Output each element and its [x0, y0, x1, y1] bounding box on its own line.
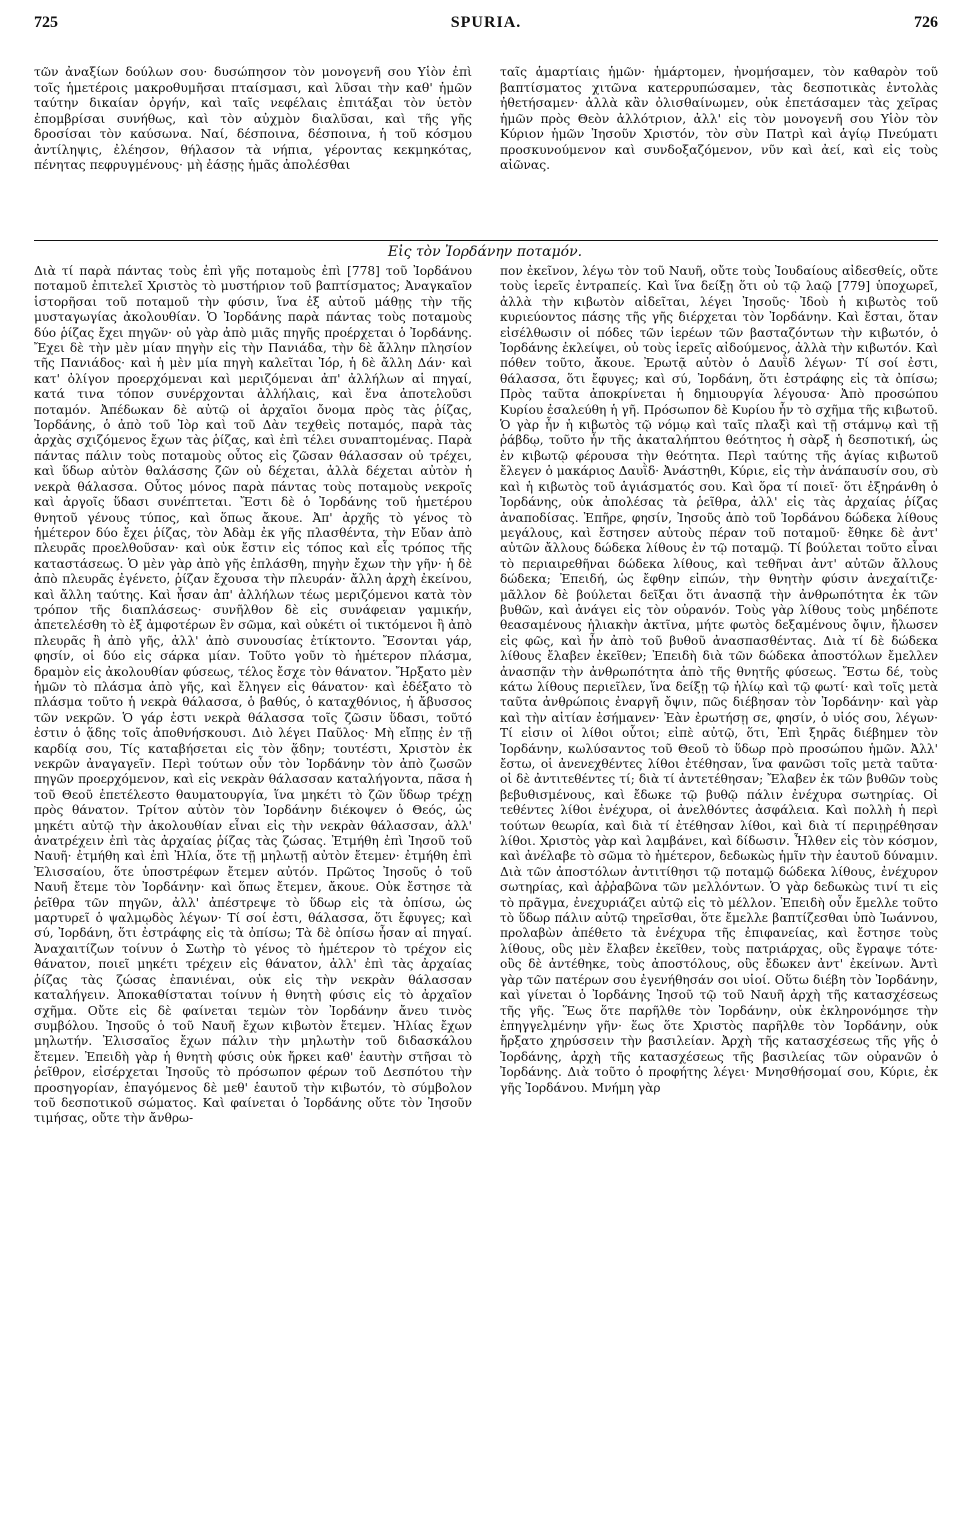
- page-number-left: 725: [34, 14, 58, 31]
- page-header: [34, 6, 938, 46]
- top-right-text: ταῖς ἁμαρτίαις ἡμῶν· ἡμάρτομεν, ἠνομήσαμεν, τὸν καθαρὸν τοῦ βαπτίσματος χιτῶνα κατερρυπώσαμεν, τὰς δεσποτικὰς ἐντολὰς ἠθετήσαμεν· ἀλλὰ κἂν ὀλισθαίνωμεν, οὐκ ἐπετάσαμεν τὰς χεῖρας ἡμῶν πρὸς Θεὸν ἀλλότριον, ἀλλ' εἰς τὸν μονογενῆ σου Υἱὸν τὸν Κύριον ἡμῶν Ἰησοῦν Χριστόν, τὸν σὺν Πατρὶ καὶ ἁγίῳ Πνεύματι προσκυνούμενον καὶ συνδοξαζόμενον, νῦν καὶ ἀεί, καὶ εἰς τοὺς αἰῶνας.: [500, 64, 938, 172]
- top-right-column: [500, 64, 938, 173]
- main-left-text: Διὰ τί παρὰ πάντας τοὺς ἐπὶ γῆς ποταμοὺς ἐπὶ [778] τοῦ Ἰορδάνου ποταμοῦ ἐπιτελεῖ Χριστὸς τὸ μυστήριον τοῦ βαπτίσματος; Ἀναγκαῖον ἱστορῆσαι τοῦ ποταμοῦ τὴν φύσιν, ἵνα ἐξ αὐτοῦ μάθῃς τὴν τῆς μυσταγωγίας ἀκολουθίαν. Ὁ Ἰορδάνης παρὰ πάντας τοὺς ποταμοὺς δύο ῥίζας ἔχει πηγῶν· οὐ γὰρ ἀπὸ μιᾶς πηγῆς προέρχεται ὁ Ἰορδάνης. Ἔχει δὲ τὴν μὲν μίαν πηγὴν εἰς τὴν Πανιάδα, τὴν δὲ ἄλλην πλησίον τῆς Πανιάδος· καὶ ἡ μὲν μία πηγὴ καλεῖται Ἰόρ, ἡ δὲ ἄλλη Δάν· καὶ κατ' ὀλίγον προερχόμεναι καὶ μεριζόμεναι ἀπ' ἀλλήλων αἱ πηγαί, κατά τινα τόπον συνέρχονται ἀλλήλαις, καὶ ἕνα ἀποτελοῦσι ποταμόν. Ἀπέδωκαν δὲ αὐτῷ οἱ ἀρχαῖοι ὄνομα πρὸς τὰς ῥίζας, Ἰορδάνης, ὁ ἀπὸ τοῦ Ἰὸρ καὶ τοῦ Δὰν τεχθεὶς ποταμός, παρὰ τὰς ἀρχὰς σχιζόμενος ἔχων τὰς ῥίζας, καὶ ἐπὶ τέλει συναπτομένας. Παρὰ πάντας πάλιν τοὺς ποταμοὺς οὗτος εἰς ζῶσαν θάλασσαν οὐ τρέχει, καὶ ὕδωρ αὐτὸν θαλάσσης ζῶν οὐ δέχεται, ἀλλὰ δέχεται αὐτὸν ἡ νεκρὰ θάλασσα. Οὗτος μόνος παρὰ πάντας τοὺς ποταμοὺς νεκροῖς καὶ ἀργοῖς ὕδασι συνέπτεται. Ἔστι δὲ ὁ Ἰορδάνης τοῦ ἡμετέρου θνητοῦ γένους τύπος, καὶ ὅπως ἄκουε. Ἀπ' ἀρχῆς τὸ γένος τὸ ἡμέτερον δύο ἔχει ῥίζας, τὸν Ἀδὰμ ἐκ γῆς πλασθέντα, τὴν Εὔαν ἀπὸ πλευρᾶς προελθοῦσαν· καὶ οὐκ ἔστιν εἰς τόπος καὶ εἷς τρόπος τῆς καταστάσεως. Ὁ μὲν γὰρ ἀπὸ γῆς ἐπλάσθη, πηγὴν ἔχων τὴν γῆν· ἡ δὲ ἀπὸ πλευρᾶς ἐγένετο, ῥίζαν ἔχουσα τὴν πλευράν· ἄλλη ἀρχὴ ἐκείνου, καὶ ἄλλη ταύτης. Καὶ ἦσαν ἀπ' ἀλλήλων τέως μεριζόμενοι κατὰ τὸν τρόπον τῆς διαπλάσεως· συνῆλθον δὲ εἰς συνάφειαν γαμικήν, ἀπετελέσθη τὸ ἐξ ἀμφοτέρων ἓν σῶμα, καὶ οὐκέτι οἱ τικτόμενοι ἢ ἀπὸ πλευρᾶς ἢ ἀπὸ γῆς, ἀλλ' ἀπὸ συνουσίας ἐτίκτοντο. Ἔσονται γάρ, φησίν, οἱ δύο εἰς σάρκα μίαν. Τοῦτο γοῦν τὸ ἡμέτερον πλάσμα, δραμὸν εἰς ἀκολουθίαν φύσεως, τέλος ἔσχε τὸν θάνατον. Ἤρξατο μὲν ἡμῶν τὸ πλάσμα ἀπὸ γῆς, καὶ ἔληγεν εἰς θάνατον· καὶ ἐδέξατο τὸ πλάσμα τοῦτο ἡ νεκρὰ θάλασσα, ὁ βαθύς, ὁ καταχθόνιος, ἡ ἄβυσσος τῶν νεκρῶν. Ὁ γάρ ἐστι νεκρὰ θάλασσα τοῖς ζῶσιν ὕδασι, τοῦτό ἐστιν ὁ ᾅδης τοῖς ἀποθνήσκουσι. Διὸ λέγει Παῦλος· Μὴ εἴπῃς ἐν τῇ καρδίᾳ σου, Τίς καταβήσεται εἰς τὸν ᾅδην; τουτέστι, Χριστὸν ἐκ νεκρῶν ἀναγαγεῖν. Περὶ τούτων οὖν τὸν Ἰορδάνην τὸν ἀπὸ ζωσῶν πηγῶν προερχόμενον, καὶ εἰς νεκρὰν θάλασσαν καταλήγοντα, πᾶσα ἡ τοῦ Θεοῦ ἐπετέλεστο θαυματουργία, ἵνα μηκέτι τὸ ζῶν ὕδωρ τρέχῃ πρὸς θάνατον. Τρίτον αὐτὸν τὸν Ἰορδάνην διέκοψεν ὁ Θεός, ὡς μηκέτι αὐτῷ τὴν ἀκολουθίαν εἶναι εἰς τὴν νεκρὰν θάλασσαν, ἀλλ' ἀνατρέχειν ἐπὶ τὰς ἀρχαίας ῥίζας τὰς ζώσας. Ἐτμήθη ἐπὶ Ἰησοῦ τοῦ Ναυῆ· ἐτμήθη καὶ ἐπὶ Ἠλία, ὅτε τῇ μηλωτῇ αὐτὸν ἔτεμεν· ἐτμήθη ἐπὶ Ἐλισσαίου, ὅτε ὑποστρέφων ἔτεμεν αὐτόν. Πρῶτος Ἰησοῦς ὁ τοῦ Ναυῆ ἔτεμε τὸν Ἰορδάνην· καὶ ὅπως ἔτεμεν, ἄκουε. Οὐκ ἔστησε τὰ ῥεῖθρα τῶν πηγῶν, ἀλλ' ἀπέστρεψε τὸ ὕδωρ εἰς τὰ ὀπίσω, ὡς μαρτυρεῖ ὁ ψαλμῳδὸς λέγων· Τί σοί ἐστι, θάλασσα, ὅτι ἔφυγες; καὶ σύ, Ἰορδάνη, ὅτι ἐστράφης εἰς τὰ ὀπίσω; Τὰ δὲ ὀπίσω ἦσαν αἱ πηγαί. Ἀναχαιτίζων τοίνυν ὁ Σωτὴρ τὸ γένος τὸ ἡμέτερον τὸ τρέχον εἰς θάνατον, ποιεῖ μηκέτι τρέχειν εἰς θάνατον, ἀλλ' ἐπὶ τὰς ἀρχαίας ῥίζας τὰς ζώσας ἐπανιέναι, οὐκ εἰς τὴν νεκρὰν θάλασσαν καταλήγειν. Ἀποκαθίσταται τοίνυν ἡ θνητὴ φύσις εἰς τὸ ἀρχαῖον σχῆμα. Οὔτε εἰς δὲ φαίνεται τεμὼν τὸν Ἰορδάνην ἄνευ τινὸς συμβόλου. Ἰησοῦς ὁ τοῦ Ναυῆ ἔχων κιβωτὸν ἔτεμεν. Ἠλίας ἔχων μηλωτήν. Ἐλισσαῖος ἔχων πάλιν τὴν μηλωτὴν τοῦ διδασκάλου ἔτεμεν. Ἐπειδὴ γὰρ ἡ θνητὴ φύσις οὐκ ἤρκει καθ' ἑαυτὴν στῆσαι τὸ ῥεῖθρον, εἰσέρχεται Ἰησοῦς τὸ πρόσωπον φέρων τοῦ Δεσπότου τὴν προσηγορίαν, ἐπαγόμενος δὲ μεθ' ἑαυτοῦ τὴν κιβωτόν, τὸ σύμβολον τοῦ δεσποτικοῦ σώματος. Καὶ φαίνεται ὁ Ἰορδάνης οὔτε τὸν Ἰησοῦν τιμήσας, οὔτε τὴν ἄνθρω-: [34, 264, 472, 1126]
- main-right-column: [500, 264, 938, 1096]
- main-left-column: [34, 264, 472, 1127]
- section-title: Εἰς τὸν Ἰορδάνην ποταμόν.: [387, 244, 583, 260]
- section-divider: [34, 240, 938, 241]
- running-title: SPURIA.: [450, 14, 522, 31]
- top-left-text: τῶν ἀναξίων δούλων σου· δυσώπησον τὸν μονογενῆ σου Υἱὸν ἐπὶ τοῖς ἡμετέροις μακροθυμῆσαι πταίσμασι, καὶ λῦσαι τὴν καθ' ἡμῶν ταύτην δικαίαν ὀργήν, καὶ ταῖς νεφέλαις ἐπιτάξαι τὸν ὑετὸν ἐπομβρίσαι συνήθως, καὶ τὸν αὐχμὸν διαλῦσαι, καὶ τῆς γῆς δροσίσαι τὸν καύσωνα. Ναί, δέσποινα, δέσποινα, ἡ τοῦ κόσμου ἀντίληψις, ἐλέησον, θήλασον τὰ νήπια, γέροντας κεκμηκότας, πένητας πεφρυγμένους· μὴ ἐάσῃς ἡμᾶς ἀπολέσθαι: [34, 64, 472, 172]
- continued-prayer-block: [34, 64, 938, 232]
- homily-body: [34, 264, 938, 1530]
- main-right-text: πον ἐκεῖνον, λέγω τὸν τοῦ Ναυῆ, οὔτε τοὺς Ἰουδαίους αἰδεσθείς, οὔτε τοὺς ἱερεῖς ἐντραπείς. Καὶ ἵνα δείξῃ ὅτι οὐ τῷ λαῷ [779] ὑποχωρεῖ, ἀλλὰ τὴν κιβωτὸν αἰδεῖται, λέγει Ἰησοῦς· Ἰδοὺ ἡ κιβωτὸς τοῦ κυριεύοντος πάσης τῆς γῆς διέρχεται τὸν Ἰορδάνην. Καὶ ἔσται, ὅταν εἰσέλθωσιν οἱ πόδες τῶν ἱερέων τῶν βασταζόντων τὴν κιβωτόν, ὁ Ἰορδάνης ἐκλείψει, οὐ τοὺς ἱερεῖς αἰδούμενος, ἀλλὰ τὴν κιβωτόν. Καὶ πόθεν τοῦτο, ἄκουε. Ἐρωτᾷ αὐτὸν ὁ Δαυῒδ λέγων· Τί σοί ἐστι, θάλασσα, ὅτι ἔφυγες; καὶ σύ, Ἰορδάνη, ὅτι ἐστράφης εἰς τὰ ὀπίσω; Πρὸς ταῦτα ἀποκρίνεται ἡ δημιουργία λέγουσα· Ἀπὸ προσώπου Κυρίου ἐσαλεύθη ἡ γῆ. Πρόσωπον δὲ Κυρίου ἦν τὸ σχῆμα τῆς κιβωτοῦ. Ὁ γὰρ ἦν ἡ κιβωτὸς τῷ νόμῳ καὶ ταῖς πλαξὶ καὶ τῇ στάμνῳ καὶ τῇ ῥάβδῳ, τοῦτο ἦν τῆς ἀκαταλήπτου θεότητος ἡ σὰρξ ἡ δεσποτική, ὡς ἐν κιβωτῷ φέρουσα τὴν θεότητα. Περὶ ταύτης τῆς ἁγίας κιβωτοῦ ἔλεγεν ὁ μακάριος Δαυῒδ· Ἀνάστηθι, Κύριε, εἰς τὴν ἀνάπαυσίν σου, σὺ καὶ ἡ κιβωτὸς τοῦ ἁγιάσματός σου. Καὶ ὅρα τί ποιεῖ· ὅτι ἐξηράνθη ὁ Ἰορδάνης, οὐκ ἀπολέσας τὰ ῥεῖθρα, ἀλλ' εἰς τὰς ἀρχαίας ῥίζας ἀναποδίσας. Ἐπῆρε, φησίν, Ἰησοῦς ἀπὸ τοῦ Ἰορδάνου δώδεκα λίθους μεγάλους, καὶ ἔστησεν αὐτοὺς πέραν τοῦ ποταμοῦ· ἔθηκε δὲ ἀντ' αὐτῶν ἄλλους δώδεκα λίθους ἐν τῷ ποταμῷ. Τί βούλεται τοῦτο εἶναι τὸ περιαιρεθῆναι δώδεκα λίθους, καὶ τεθῆναι ἀντ' αὐτῶν ἄλλους δώδεκα; Ἐπειδή, ὡς ἔφθην εἰπών, τὴν θνητὴν φύσιν ἀνεχαίτιζε· μᾶλλον δὲ βούλεται δεῖξαι ὅτι ἀνασπᾷ τὴν ἀνθρωπότητα ἐκ τῶν βυθῶν, καὶ ἀνάγει εἰς τὸν οὐρανόν. Τοὺς γὰρ λίθους τοὺς μηδέποτε θεασαμένους ἡλιακὴν ἀκτῖνα, μήτε φωτὸς δεξαμένους ὄψιν, ἤλωσεν εἰς φῶς, καὶ ἦν ἀπὸ τοῦ βυθοῦ ἀνασπασθέντας. Διὰ τί δὲ δώδεκα λίθους ἔλαβεν ἐκεῖθεν; Ἐπειδὴ διὰ τῶν δώδεκα ἀποστόλων ἔμελλεν ἀνασπᾷν τὴν ἀνθρωπότητα ἀπὸ τῆς θνητῆς φύσεως. Ἔστω δέ, τοὺς κάτω λίθους περιεῖλεν, ἵνα δείξῃ τῷ ἡλίῳ καὶ τῷ φωτί· καὶ τοῖς μετὰ ταῦτα ἀνθρώποις ἐναργῆ ὄψιν, πῶς διέβησαν τὸν Ἰορδάνην· καὶ γὰρ καὶ τὴν αἰτίαν ἐσήμανεν· Ἐὰν ἐρωτήσῃ σε, φησίν, ὁ υἱός σου, λέγων· Τί εἰσιν οἱ λίθοι οὗτοι; εἰπὲ αὐτῷ, ὅτι, Ἐπὶ ξηρᾶς διέβημεν τὸν Ἰορδάνην, κωλύσαντος τοῦ Θεοῦ τὸ ὕδωρ πρὸ προσώπου ἡμῶν. Ἀλλ' ἔστω, οἱ ἀνενεχθέντες λίθοι ἐτέθησαν, ἵνα φανῶσι τοῖς μετὰ ταῦτα· οἱ δὲ ἀντιτεθέντες τί; διὰ τί ἀντετέθησαν; Ἔλαβεν ἐκ τῶν βυθῶν τοὺς βεβυθισμένους, καὶ ἔδωκε τῷ βυθῷ πάλιν ἐνέχυρα σωτηρίας. Οἱ τεθέντες λίθοι ἐνέχυρα, οἱ ἀνελθόντες ἀσφάλεια. Καὶ πολλὴ ἡ περὶ τούτων θεωρία, καὶ διὰ τί ἐτέθησαν λίθοι, καὶ διὰ τί περιῃρέθησαν λίθοι. Χριστὸς γὰρ καὶ λαμβάνει, καὶ δίδωσιν. Ἦλθεν εἰς τὸν κόσμον, καὶ ἀνέλαβε τὸ σῶμα τὸ ἡμέτερον, δεδωκὼς ἡμῖν τὴν ἑαυτοῦ δύναμιν. Διὰ τῶν ἀποστόλων ἀντιτίθησι τῷ ποταμῷ δώδεκα λίθους, ἐνέχυρον σωτηρίας, καὶ ἀῤῥαβῶνα τῶν μελλόντων. Ὁ γὰρ δεδωκὼς τινί τι εἰς τὸ πρᾶγμα, ἐνεχυριάζει αὐτῷ εἰς τὸ μέλλον. Ἐπειδὴ οὖν ἔμελλε τοῦτο τὸ ὕδωρ πάλιν αὐτῷ τηρεῖσθαι, ὅτε ἔμελλε βαπτίζεσθαι ὑπὸ Ἰωάννου, προλαβὼν ἀπέθετο τὰ ἐνέχυρα τῆς ἐπιφανείας, καὶ ἔστησε τοὺς λίθους, οὓς μὲν ἔλαβεν ἐκεῖθεν, τοὺς πατριάρχας, οὓς ἔγραψε τότε· οὓς δὲ ἀντέθηκε, τοὺς ἀποστόλους, οὓς ἔδωκεν ἀντ' ἐκείνων. Ἀντὶ γὰρ τῶν πατέρων σου ἐγενήθησάν σοι υἱοί. Οὕτω διέβη τὸν Ἰορδάνην, καὶ γίνεται ὁ Ἰορδάνης Ἰησοῦ τῷ τοῦ Ναυῆ ἀρχὴ τῆς κατασχέσεως τῆς γῆς. Ἕως ὅτε παρῆλθε τὸν Ἰορδάνην, οὐκ ἐκληρονόμησε τὴν ἐπηγγελμένην γῆν· ἕως ὅτε Χριστὸς παρῆλθε τὸν Ἰορδάνην, οὐκ ἤρξατο χηρύσσειν τὴν βασιλείαν. Ἀρχὴ τῆς κατασχέσεως τῆς γῆς ὁ Ἰορδάνης, ἀρχὴ τῆς κατασχέσεως τῆς βασιλείας τῶν οὐρανῶν ὁ Ἰορδάνης. Διὰ τοῦτο ὁ προφήτης λέγει· Μνησθήσομαί σου, Κύριε, ἐκ γῆς Ἰορδάνου. Μνήμη γὰρ: [500, 264, 938, 1095]
- page-number-right: 726: [914, 14, 938, 31]
- top-left-column: [34, 64, 472, 173]
